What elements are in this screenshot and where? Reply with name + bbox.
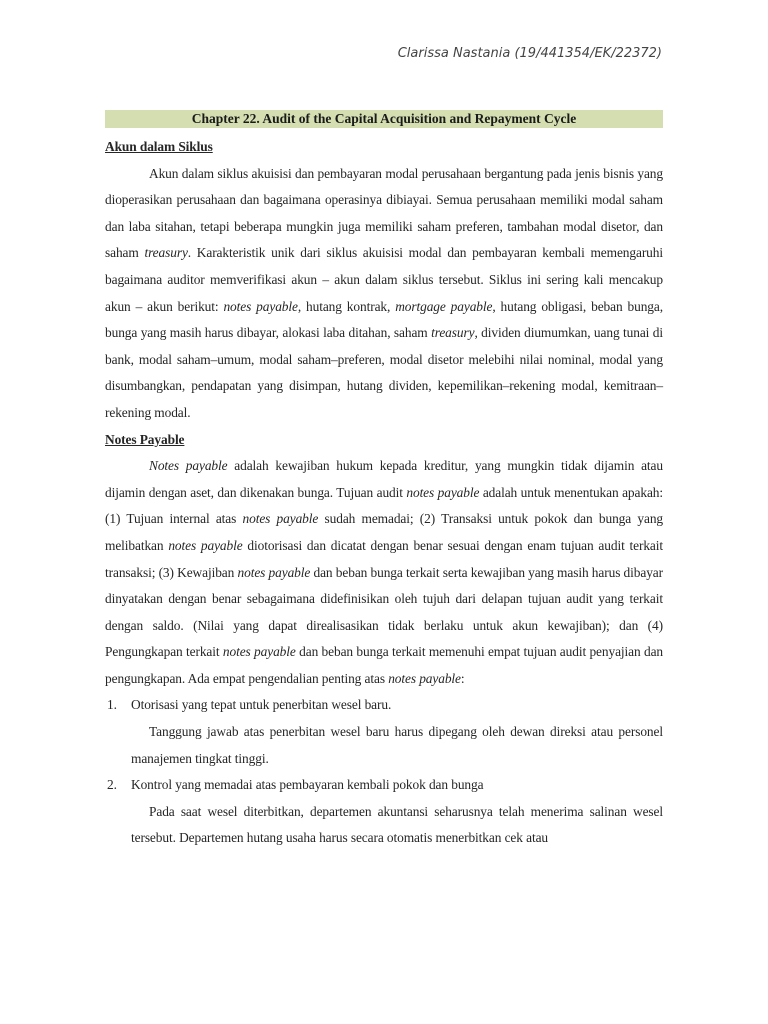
paragraph-akun-dalam-siklus bbox=[105, 161, 663, 427]
text-run: adalah untuk menentukan apakah: (1) Tujuan internal atas bbox=[105, 484, 664, 527]
italic-term: notes payable bbox=[168, 537, 243, 553]
list-number: 2. bbox=[107, 777, 117, 793]
italic-term: notes payable bbox=[388, 670, 461, 686]
text-run: adalah kewajiban hukum kepada kreditur, yang mungkin tidak dijamin atau dijamin dengan aset, dan dikenakan bunga. Tujuan audit bbox=[105, 458, 663, 500]
list-item bbox=[105, 692, 663, 719]
list-item-title: Kontrol yang memadai atas pembayaran kembali pokok dan bunga bbox=[131, 777, 484, 793]
document-body bbox=[105, 134, 663, 852]
text-run: dan beban bunga terkait memenuhi empat tujuan audit penyajian dan pengungkapan. Ada empat pengendalian penting atas bbox=[105, 644, 664, 686]
italic-term: mortgage payable bbox=[395, 298, 493, 314]
list-item-body: Pada saat wesel diterbitkan, departemen akuntansi seharusnya telah menerima salinan wesel tersebut. Departemen hutang usaha harus secara otomatis menerbitkan cek atau bbox=[131, 803, 663, 846]
text-run: : bbox=[460, 670, 465, 686]
list-number: 1. bbox=[107, 697, 117, 713]
text-run: , hutang kontrak, bbox=[297, 298, 396, 314]
italic-term: Notes payable bbox=[149, 458, 228, 474]
text-run: dan beban bunga terkait serta kewajiban yang masih harus dibayar dinyatakan dengan benar sebagaimana didefinisikan oleh tujuh dari delapan tujuan audit yang terkait dengan saldo. (Nilai yang dapat direalisasikan tidak berlaku untuk akun kewajiban); dan (4) Pengungkapan terkait bbox=[105, 564, 664, 660]
list-item-title: Otorisasi yang tepat untuk penerbitan wesel baru. bbox=[131, 697, 392, 713]
text-run: sudah memadai; (2) Transaksi untuk pokok dan bunga yang melibatkan bbox=[105, 511, 664, 553]
chapter-title: Chapter 22. Audit of the Capital Acquisition and Repayment Cycle bbox=[105, 110, 663, 128]
text-run: . Karakteristik unik dari siklus akuisisi modal dan pembayaran kembali memengaruhi bagaimana auditor memverifikasi akun – akun dalam siklus tersebut. Siklus ini sering kali mencakup akun – akun berikut: bbox=[105, 245, 663, 314]
italic-term: notes payable bbox=[242, 511, 319, 527]
text-run: , dividen diumumkan, uang tunai di bank, modal saham–umum, modal saham–preferen, modal disetor melebihi nilai nominal, modal yang disumbangkan, pendapatan yang disimpan, hutang dividen, kepemilikan–rekening modal, kemitraan–rekening modal. bbox=[105, 325, 663, 420]
italic-term: notes payable bbox=[222, 644, 296, 660]
list-item bbox=[105, 772, 663, 799]
italic-term: notes payable bbox=[406, 484, 480, 500]
page-header-author: Clarissa Nastania (19/441354/EK/22372) bbox=[397, 46, 662, 61]
text-run: diotorisasi dan dicatat dengan benar sesuai dengan enam tujuan audit terkait transaksi; (3) Kewajiban bbox=[105, 537, 664, 580]
italic-term: treasury bbox=[431, 325, 475, 341]
section-heading-notes-payable: Notes Payable bbox=[105, 431, 185, 447]
section-heading-akun: Akun dalam Siklus bbox=[105, 139, 213, 154]
text-run: , hutang obligasi, beban bunga, bunga yang masih harus dibayar, alokasi laba ditahan, saham bbox=[105, 298, 663, 341]
list-item-body: Tanggung jawab atas penerbitan wesel baru harus dipegang oleh dewan direksi atau personel manajemen tingkat tinggi. bbox=[131, 724, 663, 766]
italic-term: treasury bbox=[144, 245, 188, 261]
italic-term: notes payable bbox=[237, 564, 311, 580]
italic-term: notes payable bbox=[223, 298, 298, 314]
paragraph-notes-payable bbox=[105, 453, 663, 692]
text-run: Akun dalam siklus akuisisi dan pembayaran modal perusahaan bergantung pada jenis bisnis yang dioperasikan perusahaan dan bagaimana operasinya dibiayai. Semua perusahaan memiliki modal saham dan laba sitahan, tetapi beberapa mungkin juga memiliki saham preferen, tambahan modal disetor, dan saham bbox=[105, 165, 663, 261]
